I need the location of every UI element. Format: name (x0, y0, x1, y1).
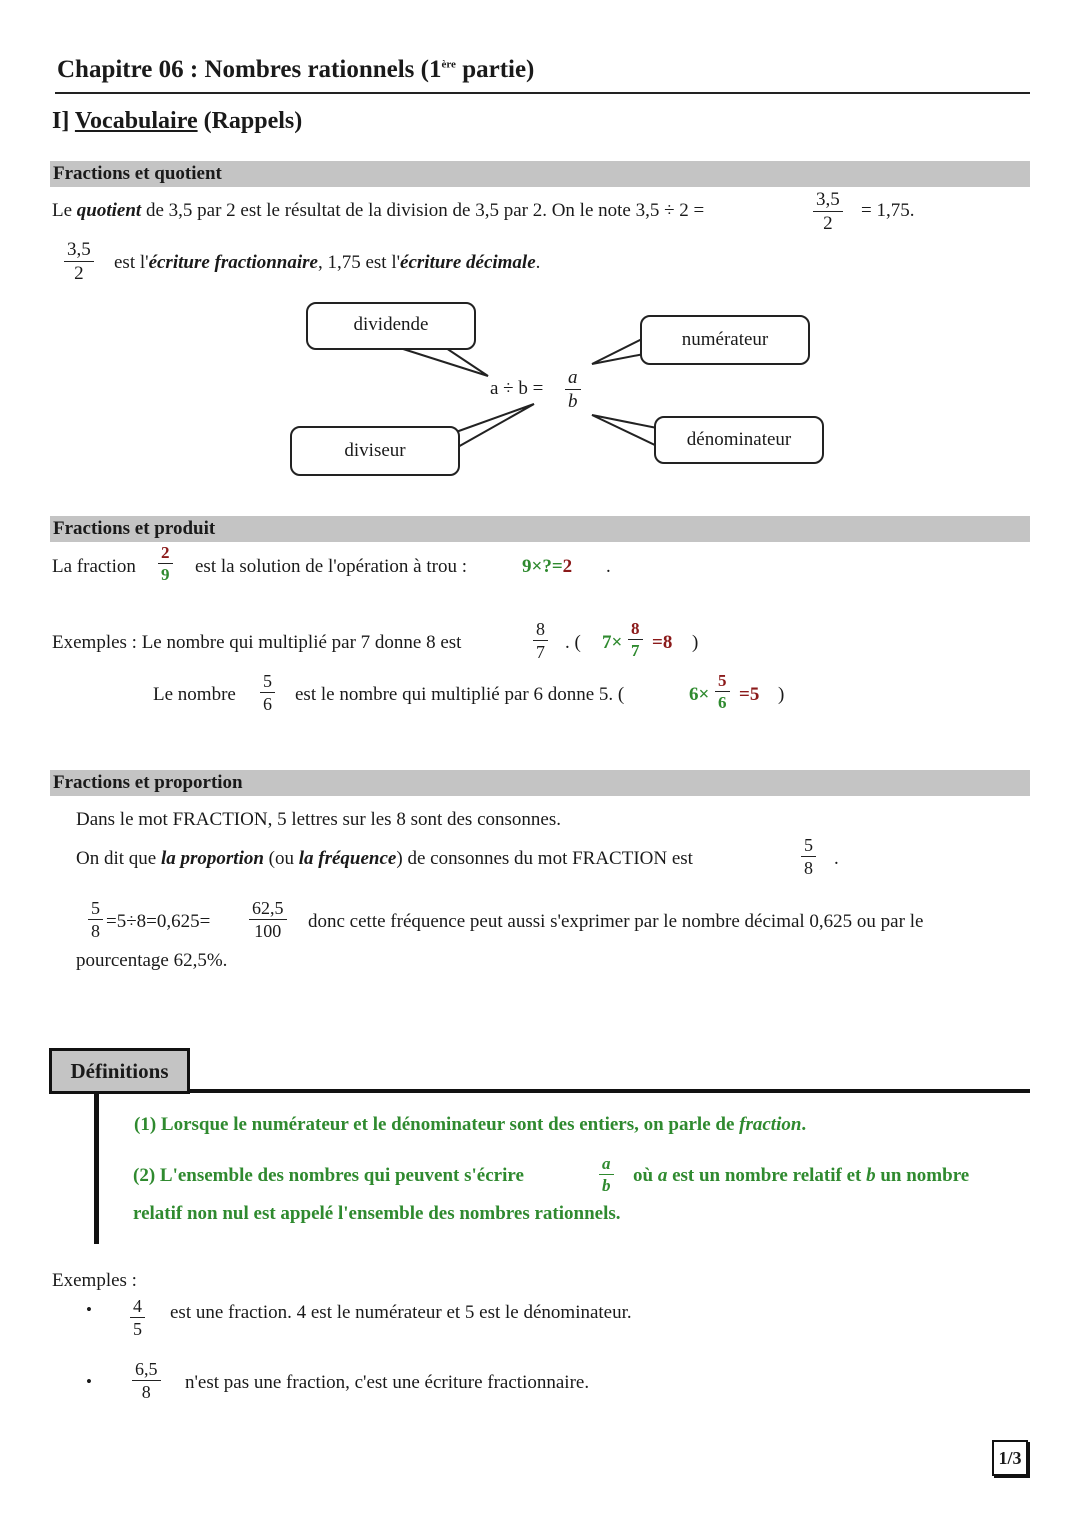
diagram-expression: a ÷ b = (490, 378, 544, 399)
definitions-rule-top (190, 1089, 1030, 1093)
banner-proportion: Fractions et proportion (50, 770, 1030, 796)
text: On dit que (76, 848, 161, 869)
definitions-rule-left (94, 1093, 99, 1244)
example1-eq-fraction (628, 620, 643, 659)
definitions-title: Définitions (70, 1058, 169, 1083)
fraction-3-5-over-2-b (64, 240, 94, 283)
text: Le (52, 200, 77, 221)
banner-produit: Fractions et produit (50, 516, 1030, 542)
section-title: Vocabulaire (74, 108, 198, 134)
term-proportion: la proportion (160, 848, 264, 869)
fraction-6-5-over-8 (132, 1360, 161, 1401)
numerator: 6,5 (132, 1360, 161, 1381)
proportion-line3: donc cette fréquence peut aussi s'exprimer par le nombre décimal 0,625 ou par le (308, 911, 924, 932)
title-text-end: partie) (455, 56, 535, 83)
bubble-diviseur (290, 426, 460, 476)
denominator: 9 (161, 565, 170, 584)
term-fraction: fraction (739, 1114, 802, 1135)
denominator: 7 (536, 642, 545, 662)
operation-a-trou (522, 556, 572, 578)
numerator: 3,5 (813, 190, 843, 212)
numerator: 5 (715, 672, 730, 692)
text: . (801, 1114, 807, 1135)
definition-2-a: (2) L'ensemble des nombres qui peuvent s'écrire (133, 1165, 524, 1186)
eq-right: 2 (562, 556, 573, 577)
produit-example2-a: Le nombre (153, 684, 236, 705)
label-denominateur: dénominateur (686, 429, 792, 450)
pointer-dividende (400, 348, 488, 376)
text: est l' (114, 252, 149, 273)
bullet-icon: • (86, 1300, 92, 1319)
denominator: 6 (263, 694, 272, 714)
fraction-5-over-8 (801, 836, 816, 877)
denominator: b (602, 1176, 611, 1195)
title-text: Chapitre 06 : Nombres rationnels (1 (57, 56, 442, 83)
section-prefix: I] (52, 108, 75, 134)
definition-2-line2: relatif non nul est appelé l'ensemble des nombres rationnels. (133, 1203, 621, 1224)
bullet-icon: • (86, 1372, 92, 1391)
text: de 3,5 par 2 est le résultat de la division de 3,5 par 2. On le note 3,5 ÷ 2 = (141, 200, 705, 221)
proportion-line2-end: . (834, 848, 839, 869)
example2-eq-fraction (715, 672, 730, 711)
denominator: 8 (804, 858, 813, 878)
pointer-diviseur (456, 404, 534, 448)
pointer-numerateur (592, 338, 644, 364)
text: ) de consonnes du mot FRACTION est (396, 848, 693, 869)
numerator: a (565, 368, 581, 390)
denominator: b (568, 391, 578, 412)
definition-1 (134, 1114, 806, 1136)
fraction-5-over-8-b (88, 899, 103, 940)
definition-2-b (633, 1165, 969, 1187)
proportion-line4: pourcentage 62,5%. (76, 950, 228, 971)
proportion-calc: =5÷8=0,625= (106, 911, 211, 932)
bubble-denominateur (654, 416, 824, 464)
label-diviseur: diviseur (344, 440, 406, 461)
term-frequence: la fréquence (298, 848, 397, 869)
text: un nombre (875, 1165, 970, 1186)
quotient-result: = 1,75. (861, 200, 915, 221)
denominator: 8 (141, 1382, 151, 1402)
denominator: 2 (823, 213, 833, 234)
denominator: 6 (718, 693, 727, 712)
var-a: a (657, 1165, 668, 1186)
label-dividende: dividende (353, 314, 429, 335)
denominator: 8 (91, 921, 100, 941)
produit-line1-b: est la solution de l'opération à trou : (195, 556, 468, 577)
numerator: 5 (801, 836, 816, 857)
numerator: 8 (533, 620, 548, 641)
section-suffix: (Rappels) (197, 108, 303, 134)
fraction-a-over-b-def (599, 1155, 614, 1194)
title-sup: ère (441, 58, 456, 71)
denominator: 5 (133, 1319, 142, 1339)
label-numerateur: numérateur (681, 329, 769, 350)
eq-left: 9×?= (522, 556, 563, 577)
denominator: 100 (254, 921, 282, 941)
quotient-line1 (52, 200, 704, 222)
fraction-3-5-over-2 (813, 190, 843, 233)
examples-title: Exemples : (52, 1270, 137, 1291)
fraction-2-over-9 (158, 544, 173, 583)
numerator: 2 (158, 544, 173, 564)
example2-eq-right: =5 (739, 684, 760, 705)
bubble-dividende (306, 302, 476, 350)
example1-eq-left: 7× (602, 632, 623, 653)
page-number (992, 1440, 1028, 1476)
produit-example1-b: . ( (565, 632, 581, 653)
produit-example1-c: ) (692, 632, 699, 653)
term-ecriture-decimale: écriture décimale (400, 252, 536, 273)
numerator: a (599, 1155, 614, 1175)
numerator: 5 (260, 672, 275, 693)
text: est un nombre relatif et (667, 1165, 867, 1186)
produit-example2-b: est le nombre qui multiplié par 6 donne 5. ( (295, 684, 625, 705)
fraction-62-5-over-100 (249, 899, 287, 940)
title-rule (55, 92, 1030, 94)
term-ecriture-fractionnaire: écriture fractionnaire (148, 252, 318, 273)
proportion-line2 (76, 848, 693, 870)
var-b: b (866, 1165, 876, 1186)
numerator: 4 (130, 1297, 145, 1318)
example1-eq-right: =8 (652, 632, 673, 653)
produit-line1-a: La fraction (52, 556, 136, 577)
example-1-text: est une fraction. 4 est le numérateur et 5 est le dénominateur. (170, 1302, 632, 1323)
produit-example2-c: ) (778, 684, 785, 705)
example-2-text: n'est pas une fraction, c'est une écriture fractionnaire. (185, 1372, 590, 1393)
text: . (535, 252, 541, 273)
fraction-8-over-7 (533, 620, 548, 661)
denominator: 2 (74, 263, 84, 284)
numerator: 5 (88, 899, 103, 920)
text: , 1,75 est l' (317, 252, 401, 273)
term-quotient: quotient (76, 200, 142, 221)
text: (ou (263, 848, 299, 869)
proportion-line1: Dans le mot FRACTION, 5 lettres sur les 8 sont des consonnes. (76, 809, 561, 830)
fraction-4-over-5 (130, 1297, 145, 1338)
denominator: 7 (631, 641, 640, 660)
page-title (57, 56, 534, 84)
fraction-a-over-b (565, 368, 581, 411)
section-heading (52, 108, 302, 135)
quotient-line2 (114, 252, 540, 274)
pointer-denominateur (592, 415, 657, 446)
bubble-numerateur (640, 315, 810, 365)
banner-quotient: Fractions et quotient (50, 161, 1030, 187)
page-number-text: 1/3 (998, 1447, 1022, 1468)
example2-eq-left: 6× (689, 684, 710, 705)
numerator: 62,5 (249, 899, 287, 920)
numerator: 3,5 (64, 240, 94, 262)
text: où (633, 1165, 658, 1186)
numerator: 8 (628, 620, 643, 640)
text: (1) Lorsque le numérateur et le dénominateur sont des entiers, on parle de (134, 1114, 740, 1135)
fraction-5-over-6 (260, 672, 275, 713)
definitions-title-box (49, 1048, 190, 1094)
produit-line1-end: . (606, 556, 611, 577)
produit-example1: Exemples : Le nombre qui multiplié par 7 donne 8 est (52, 632, 462, 653)
